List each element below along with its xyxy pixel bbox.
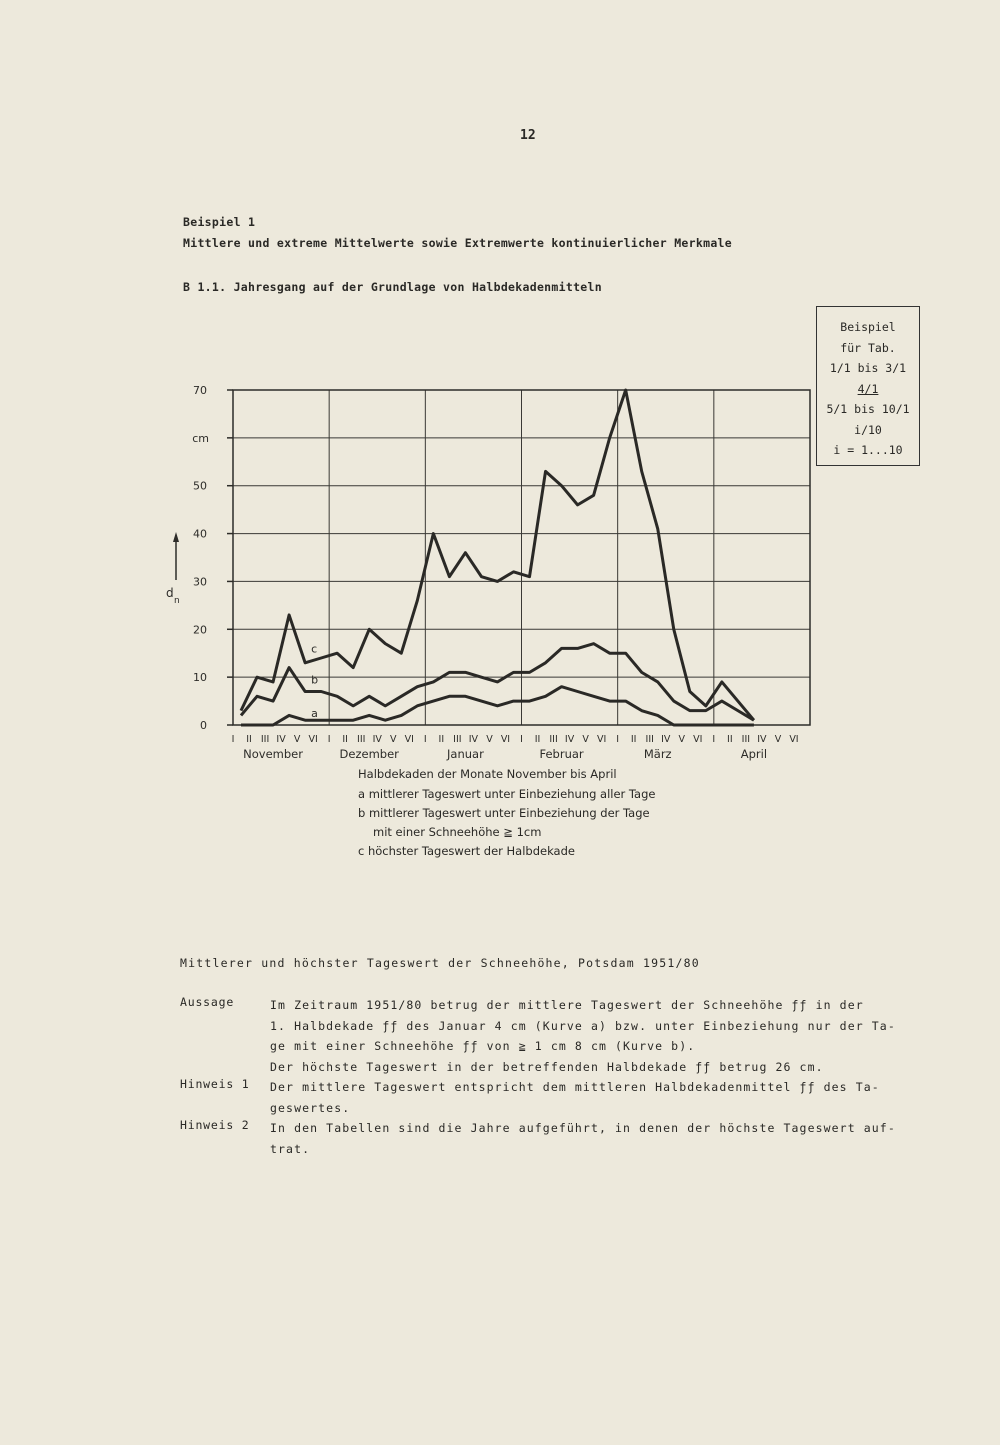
y-tick-label: 30 xyxy=(193,575,207,589)
x-tick-label: I xyxy=(423,734,427,745)
ref-line: Beispiel xyxy=(840,320,896,334)
x-tick-label: I xyxy=(327,734,331,745)
x-tick-label: II xyxy=(246,734,252,745)
series-b-label: b xyxy=(311,673,319,687)
aussage-text xyxy=(270,995,910,1077)
x-tick-label: V xyxy=(582,734,589,745)
series-a-label: a xyxy=(311,707,318,721)
x-tick-label: IV xyxy=(276,734,286,745)
y-tick-label: 40 xyxy=(193,527,207,541)
figure-caption: Mittlerer und höchster Tageswert der Schneehöhe, Potsdam 1951/80 xyxy=(180,956,700,970)
x-tick-label: III xyxy=(741,734,751,745)
x-tick-label: V xyxy=(390,734,397,745)
y-tick-label: 50 xyxy=(193,479,207,493)
aussage-line: ge mit einer Schneehöhe ƒƒ von ≧ 1 cm 8 cm (Kurve b). xyxy=(270,1039,696,1053)
aussage-line: Im Zeitraum 1951/80 betrug der mittlere Tageswert der Schneehöhe ƒƒ in der xyxy=(270,998,864,1012)
section-heading: B 1.1. Jahresgang auf der Grundlage von Halbdekadenmitteln xyxy=(183,280,602,294)
x-tick-label: VI xyxy=(308,734,318,745)
hinweis1-line: Der mittlere Tageswert entspricht dem mittleren Halbdekadenmittel ƒƒ des Ta- xyxy=(270,1080,880,1094)
x-tick-label: VI xyxy=(693,734,703,745)
ref-line: i = 1...10 xyxy=(833,443,903,457)
x-tick-label: II xyxy=(342,734,348,745)
aussage-line: 1. Halbdekade ƒƒ des Januar 4 cm (Kurve a) bzw. unter Einbeziehung nur der Ta- xyxy=(270,1018,896,1033)
legend-a: a mittlerer Tageswert unter Einbeziehung aller Tage xyxy=(358,787,656,801)
hinweis1-line: geswertes. xyxy=(270,1100,351,1115)
y-tick-label: 20 xyxy=(193,623,207,637)
x-tick-label: V xyxy=(486,734,493,745)
hinweis2-line: trat. xyxy=(270,1141,311,1156)
x-tick-label: II xyxy=(727,734,733,745)
y-axis-arrow-head xyxy=(173,532,179,542)
x-axis-caption: Halbdekaden der Monate November bis April xyxy=(358,767,617,781)
example-heading: Beispiel 1 xyxy=(183,215,256,229)
y-tick-label: 10 xyxy=(193,671,207,685)
x-tick-label: IV xyxy=(564,734,575,745)
x-tick-label: VI xyxy=(789,734,799,745)
y-axis-label-sub: n xyxy=(174,596,180,606)
legend-b: b mittlerer Tageswert unter Einbeziehung der Tage xyxy=(358,806,650,820)
series-c-label: c xyxy=(311,642,318,656)
example-subtitle: Mittlere und extreme Mittelwerte sowie Extremwerte kontinuierlicher Merkmale xyxy=(183,236,732,250)
month-label: Dezember xyxy=(339,747,399,761)
x-tick-label: V xyxy=(293,734,301,745)
page-number: 12 xyxy=(520,128,536,143)
ref-line-current: 4/1 xyxy=(857,381,879,396)
legend-c: c höchster Tageswert der Halbdekade xyxy=(358,844,575,858)
x-tick-label: III xyxy=(549,734,558,745)
x-tick-label: II xyxy=(438,734,445,745)
y-unit-label: cm xyxy=(192,431,209,445)
month-label: Februar xyxy=(539,747,584,761)
x-tick-label: I xyxy=(616,734,620,745)
ref-line: i/10 xyxy=(854,422,882,437)
x-tick-label: I xyxy=(231,734,235,745)
x-tick-label: IV xyxy=(372,734,382,745)
series-c-line xyxy=(241,390,754,720)
y-tick-label: 70 xyxy=(193,384,207,397)
x-tick-label: III xyxy=(645,734,654,745)
hinweis2-label: Hinweis 2 xyxy=(180,1118,250,1132)
ref-line: für Tab. xyxy=(840,340,896,355)
x-tick-label: I xyxy=(520,734,523,745)
month-label: März xyxy=(643,747,672,761)
ref-line: 5/1 bis 10/1 xyxy=(826,402,910,416)
x-tick-label: II xyxy=(534,734,541,745)
month-label: November xyxy=(243,747,303,761)
x-tick-label: V xyxy=(678,734,686,745)
x-tick-label: VI xyxy=(500,734,511,745)
hinweis1-text xyxy=(270,1077,910,1118)
legend-b-cont: mit einer Schneehöhe ≧ 1cm xyxy=(373,825,542,839)
y-tick-label: 0 xyxy=(200,719,207,732)
y-axis-label: d xyxy=(166,586,174,600)
x-tick-label: III xyxy=(357,734,366,745)
x-tick-label: III xyxy=(260,734,270,745)
ref-line: 1/1 bis 3/1 xyxy=(829,361,907,375)
hinweis2-line: In den Tabellen sind die Jahre aufgeführt, in denen der höchste Tageswert auf- xyxy=(270,1121,896,1135)
x-tick-label: IV xyxy=(468,734,479,745)
x-tick-label: II xyxy=(630,734,637,745)
hinweis2-text xyxy=(270,1118,910,1159)
x-tick-label: VI xyxy=(404,734,414,745)
x-tick-label: VI xyxy=(596,734,607,745)
aussage-line: Der höchste Tageswert in der betreffenden Halbdekade ƒƒ betrug 26 cm. xyxy=(270,1059,824,1074)
x-tick-label: V xyxy=(774,734,782,745)
x-tick-label: IV xyxy=(757,734,767,745)
month-label: April xyxy=(740,747,768,761)
hinweis1-label: Hinweis 1 xyxy=(180,1077,250,1091)
x-tick-label: III xyxy=(453,734,462,745)
aussage-label: Aussage xyxy=(180,995,235,1009)
x-tick-label: IV xyxy=(661,734,671,745)
x-tick-label: I xyxy=(712,734,716,745)
month-label: Januar xyxy=(447,747,484,761)
